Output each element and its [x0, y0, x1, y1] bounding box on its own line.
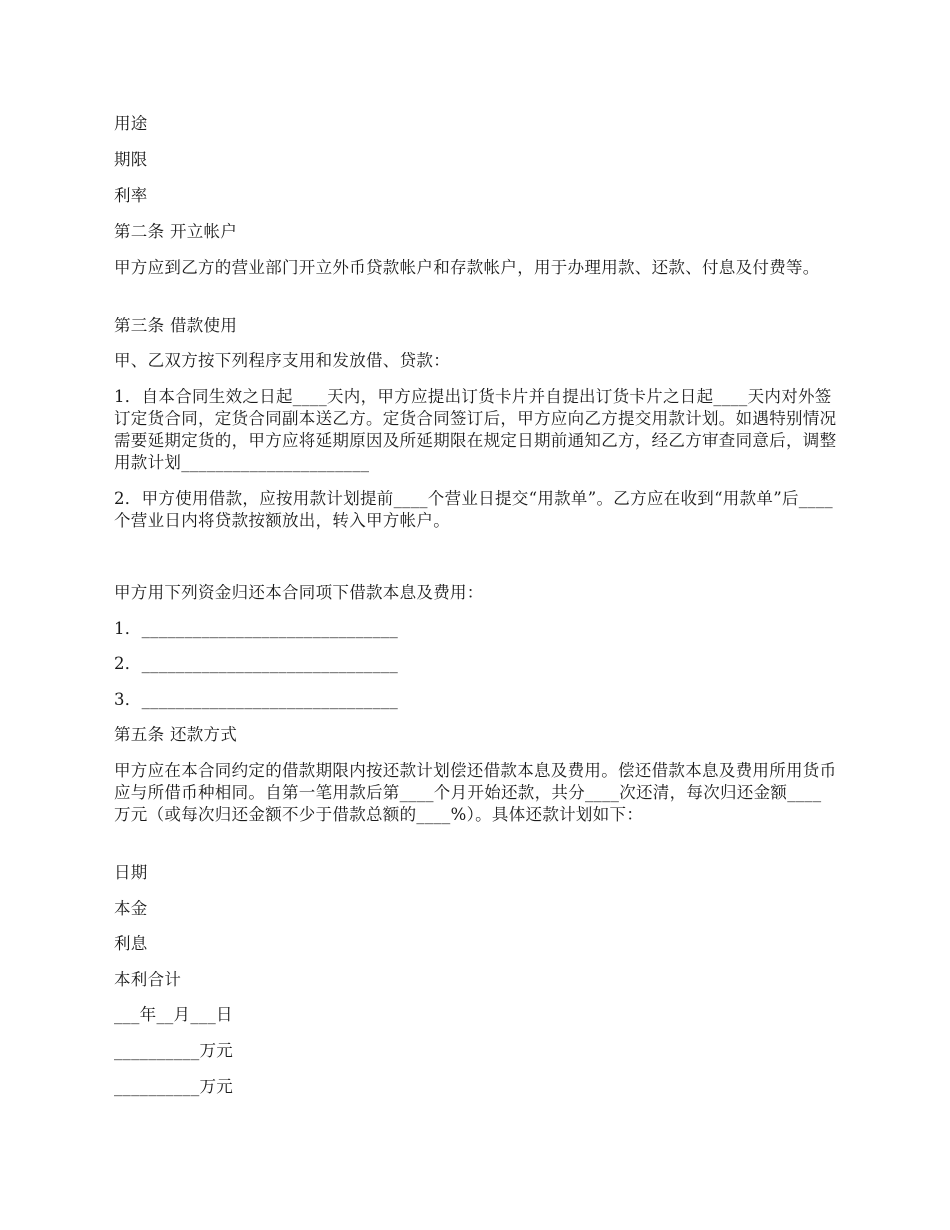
repayment-source-1: 1．______________________________ — [114, 619, 399, 638]
schedule-amount-blank-1: __________万元 — [114, 1041, 234, 1060]
article-2-body: 甲方应到乙方的营业部门开立外币贷款帐户和存款帐户，用于办理用款、还款、付息及付费等。 — [114, 258, 820, 277]
article-3-intro: 甲、乙双方按下列程序支用和发放借、贷款： — [114, 351, 450, 370]
paragraph-term: 期限 — [114, 150, 148, 169]
paragraph-interest-rate: 利率 — [114, 186, 148, 205]
paragraph-purpose: 用途 — [114, 114, 148, 133]
schedule-date-blank: ___年__月___日 — [114, 1005, 233, 1024]
repayment-source-2: 2．______________________________ — [114, 654, 399, 673]
schedule-amount-blank-2: __________万元 — [114, 1077, 234, 1096]
schedule-label-principal: 本金 — [114, 899, 148, 918]
article-3-item-2: 2．甲方使用借款，应按用款计划提前____个营业日提交“用款单”。乙方应在收到“用款单”后____个营业日内将贷款按额放出，转入甲方帐户。 — [114, 489, 833, 530]
article-5-body: 甲方应在本合同约定的借款期限内按还款计划偿还借款本息及费用。偿还借款本息及费用所用货币应与所借币种相同。自第一笔用款后第____个月开始还款，共分____次还清，每次归还金额____万元（或每次归还金额不少于借款总额的____%）。具体还款计划如下： — [114, 761, 837, 824]
schedule-label-date: 日期 — [114, 863, 148, 882]
schedule-label-total: 本利合计 — [114, 970, 182, 989]
schedule-label-interest: 利息 — [114, 934, 148, 953]
article-5-heading: 第五条 还款方式 — [114, 725, 238, 744]
article-2-heading: 第二条 开立帐户 — [114, 222, 238, 241]
repayment-source-3: 3．______________________________ — [114, 690, 399, 709]
article-3-heading: 第三条 借款使用 — [114, 316, 238, 335]
repayment-source-intro: 甲方用下列资金归还本合同项下借款本息及费用： — [114, 583, 484, 602]
article-3-item-1: 1．自本合同生效之日起____天内，甲方应提出订货卡片并自提出订货卡片之日起____天内对外签订定货合同，定货合同副本送乙方。定货合同签订后，甲方应向乙方提交用款计划。如遇特别情况需要延期定货的，甲方应将延期原因及所延期限在规定日期前通知乙方，经乙方审查同意后，调整用款计划______________________ — [114, 387, 837, 472]
